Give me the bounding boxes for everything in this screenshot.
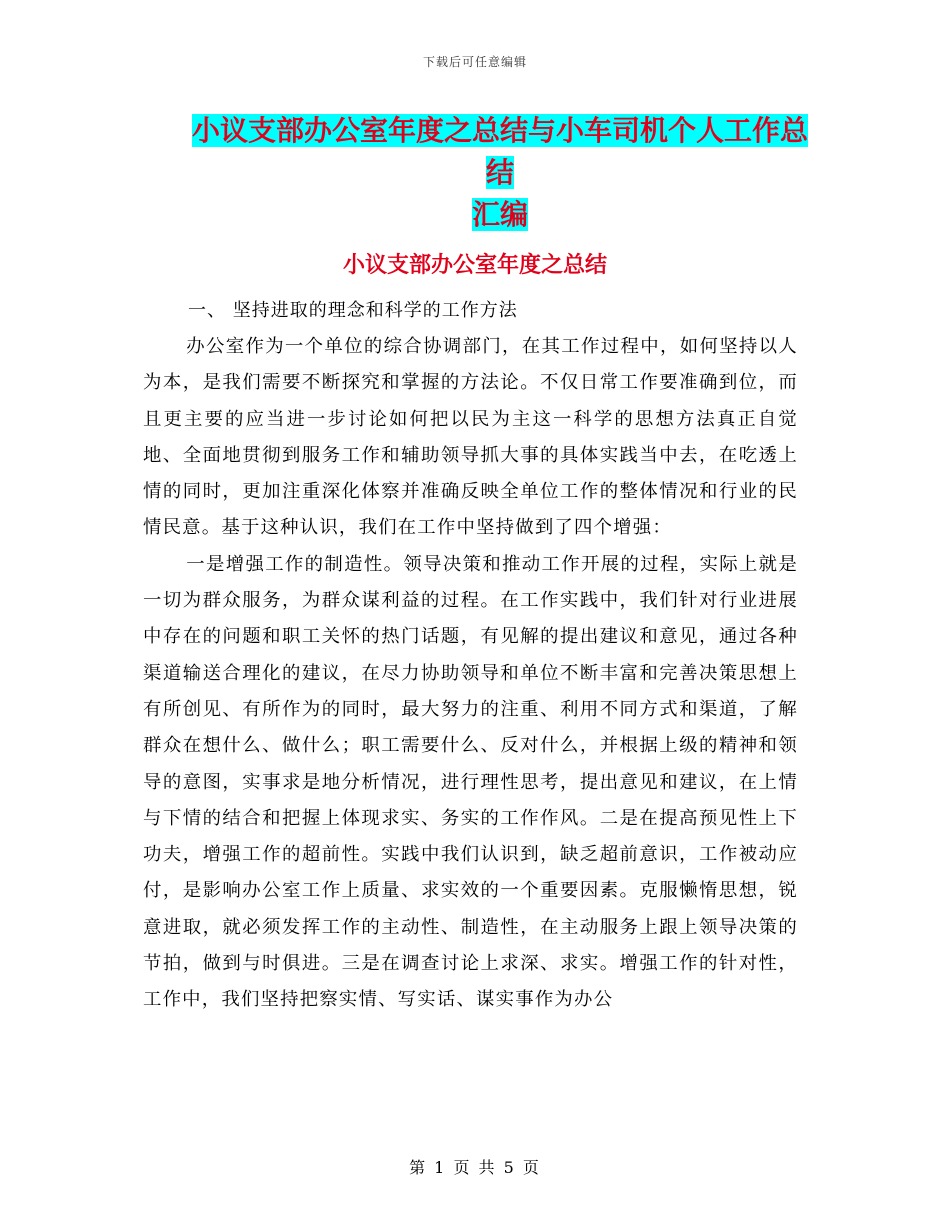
page-indicator: 第 1 页 共 5 页 bbox=[409, 1158, 541, 1177]
paragraph: 一是增强工作的制造性。领导决策和推动工作开展的过程，实际上就是一切为群众服务，为群众谋利益的过程。在工作实践中，我们针对行业进展中存在的问题和职工关怀的热门话题，有见解的提出建议和意见，通过各种渠道输送合理化的建议，在尽力协助领导和单位不断丰富和完善决策思想上有所创见、有所作为的同时，最大努力的注重、利用不同方式和渠道，了解群众在想什么、做什么；职工需要什么、反对什么，并根据上级的精神和领导的意图，实事求是地分析情况，进行理性思考，提出意见和建议，在上情与下情的结合和把握上体现求实、务实的工作作风。二是在提高预见性上下功夫，增强工作的超前性。实践中我们认识到，缺乏超前意识，工作被动应付，是影响办公室工作上质量、求实效的一个重要因素。克服懒惰思想，锐意进取，就必须发挥工作的主动性、制造性，在主动服务上跟上领导决策的节拍，做到与时俱进。三是在调查讨论上求深、求实。增强工作的针对性，工作中，我们坚持把察实情、写实话、谋实事作为办公 bbox=[143, 553, 798, 1011]
document-title bbox=[190, 110, 810, 236]
document-title-line2: 汇编 bbox=[471, 198, 528, 231]
body-text bbox=[143, 329, 798, 1019]
section-title: 小议支部办公室年度之总结 bbox=[342, 253, 607, 278]
document-title-line1: 小议支部办公室年度之总结与小车司机个人工作总结 bbox=[191, 114, 808, 189]
header-note: 下载后可任意编辑 bbox=[422, 55, 527, 69]
paragraph: 办公室作为一个单位的综合协调部门，在其工作过程中，如何坚持以人为本，是我们需要不断探究和掌握的方法论。不仅日常工作要准确到位，而且更主要的应当进一步讨论如何把以民为主这一科学的思想方法真正自觉地、全面地贯彻到服务工作和辅助领导抓大事的具体实践当中去，在吃透上情的同时，更加注重深化体察并准确反映全单位工作的整体情况和行业的民情民意。基于这种认识，我们在工作中坚持做到了四个增强： bbox=[143, 336, 798, 539]
subheading: 一、 坚持进取的理念和科学的工作方法 bbox=[188, 300, 518, 321]
